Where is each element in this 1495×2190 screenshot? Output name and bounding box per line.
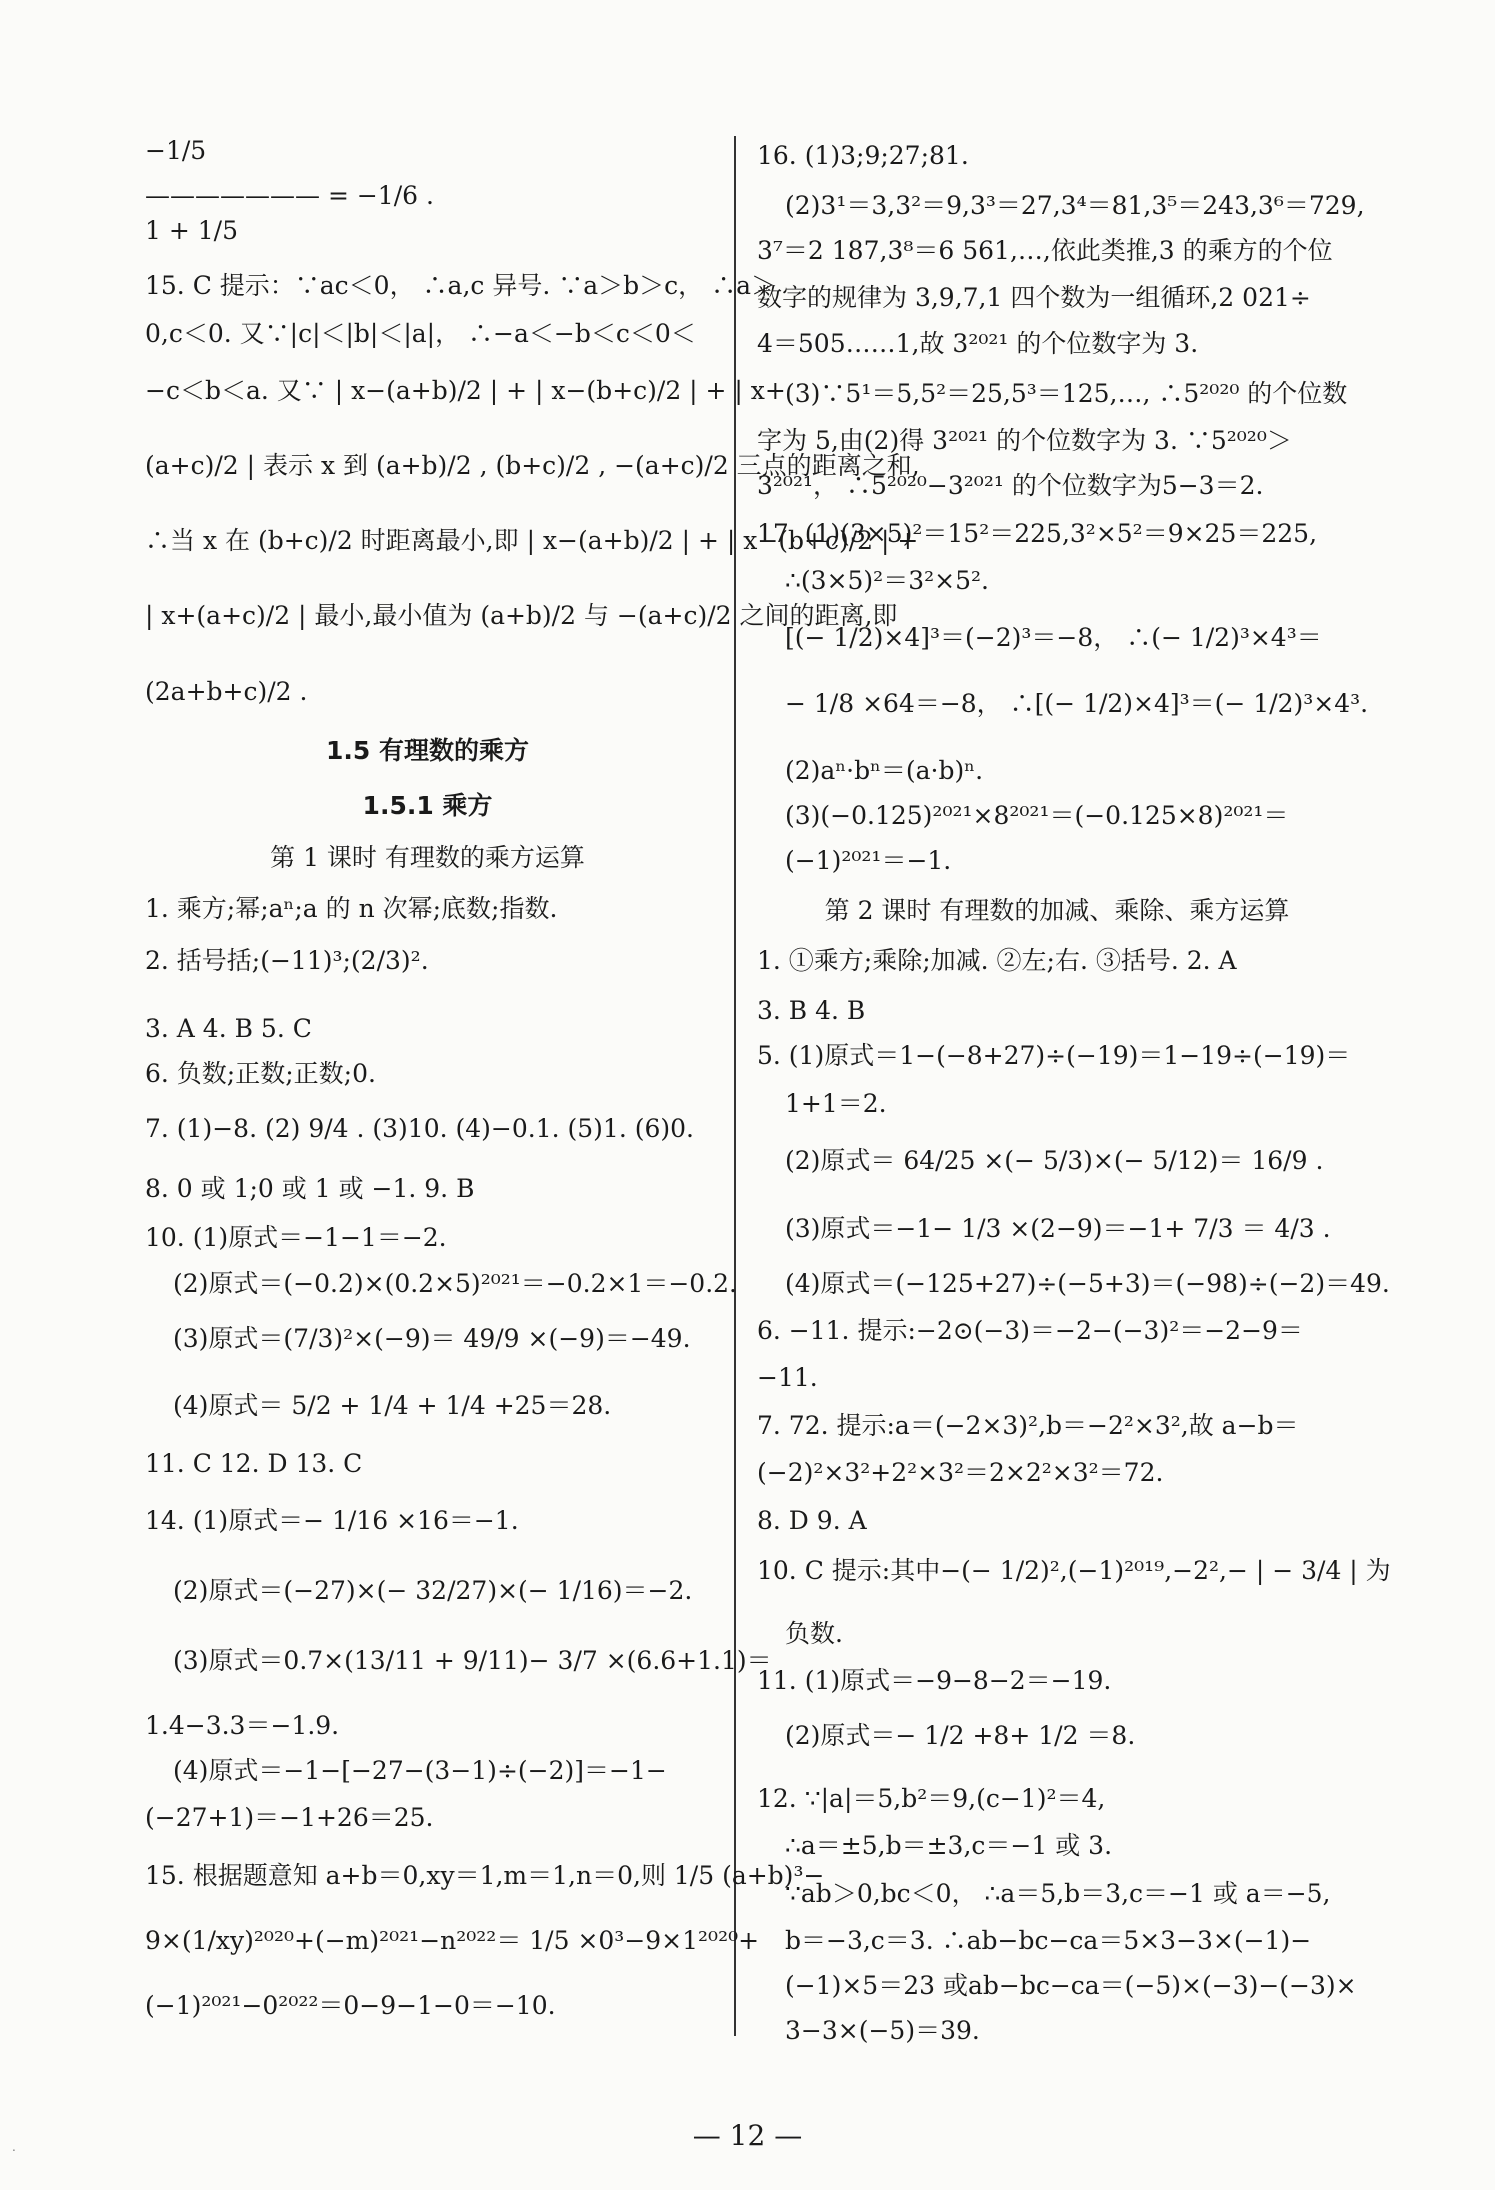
answer-line: 3−3×(−5)＝39. <box>785 2016 980 2045</box>
answer-line: 6. 负数;正数;正数;0. <box>145 1059 376 1088</box>
answer-line: ∴当 x 在 (b+c)/2 时距离最小,即 | x−(a+b)/2 | + | x−(b+c)/2 | + <box>145 526 919 555</box>
answer-line: 8. D 9. A <box>757 1506 867 1535</box>
answer-line: 4＝505……1,故 3²⁰²¹ 的个位数字为 3. <box>757 329 1199 358</box>
answer-line: 7. 72. 提示:a＝(−2×3)²,b＝−2²×3²,故 a−b＝ <box>757 1411 1299 1440</box>
answer-line: (2)原式＝ 64/25 ×(− 5/3)×(− 5/12)＝ 16/9 . <box>785 1146 1324 1175</box>
answer-line: −11. <box>757 1363 818 1392</box>
answer-line: (−27+1)＝−1+26＝25. <box>145 1803 434 1832</box>
answer-line: (2)原式＝(−0.2)×(0.2×5)²⁰²¹＝−0.2×1＝−0.2. <box>173 1269 737 1298</box>
answer-line: 11. (1)原式＝−9−8−2＝−19. <box>757 1666 1112 1695</box>
answer-line: 1+1＝2. <box>785 1089 887 1118</box>
answer-line: (2)aⁿ·bⁿ＝(a·b)ⁿ. <box>785 756 984 785</box>
answer-line: −c＜b＜a. 又∵ | x−(a+b)/2 | + | x−(b+c)/2 | + | x+ <box>145 376 786 405</box>
answer-line: ∴a＝±5,b＝±3,c＝−1 或 3. <box>785 1831 1113 1860</box>
answer-line: ∵ab＞0,bc＜0， ∴a＝5,b＝3,c＝−1 或 a＝−5, <box>785 1879 1331 1908</box>
section-heading: 1.5 有理数的乘方 <box>326 736 529 765</box>
answer-line: (4)原式＝(−125+27)÷(−5+3)＝(−98)÷(−2)＝49. <box>785 1269 1390 1298</box>
answer-line: (2)3¹＝3,3²＝9,3³＝27,3⁴＝81,3⁵＝243,3⁶＝729, <box>785 191 1365 220</box>
answer-line: [(− 1/2)×4]³＝(−2)³＝−8， ∴(− 1/2)³×4³＝ <box>785 623 1322 652</box>
answer-line: 8. 0 或 1;0 或 1 或 −1. 9. B <box>145 1174 475 1203</box>
column-divider <box>734 136 736 2036</box>
answer-line: −1/5 <box>145 136 207 165</box>
answer-line: b＝−3,c＝3. ∴ab−bc−ca＝5×3−3×(−1)− <box>785 1926 1312 1955</box>
answer-line: (−1)×5＝23 或ab−bc−ca＝(−5)×(−3)−(−3)× <box>785 1971 1357 2000</box>
section-heading: 第 2 课时 有理数的加减、乘除、乘方运算 <box>824 896 1290 925</box>
answer-line: ∴(3×5)²＝3²×5². <box>785 566 989 595</box>
answer-line: 9×(1/xy)²⁰²⁰+(−m)²⁰²¹−n²⁰²²＝ 1/5 ×0³−9×1²⁰²⁰+ <box>145 1926 760 1955</box>
answer-line: 10. C 提示:其中−(− 1/2)²,(−1)²⁰¹⁹,−2²,− | − 3/4 | 为 <box>757 1556 1391 1585</box>
answer-line: | x+(a+c)/2 | 最小,最小值为 (a+b)/2 与 −(a+c)/2 之间的距离,即 <box>145 601 898 630</box>
answer-line: (3)原式＝−1− 1/3 ×(2−9)＝−1+ 7/3 ＝ 4/3 . <box>785 1214 1331 1243</box>
answer-line: − 1/8 ×64＝−8， ∴[(− 1/2)×4]³＝(− 1/2)³×4³. <box>785 689 1369 718</box>
answer-line: 11. C 12. D 13. C <box>145 1449 363 1478</box>
answer-line: 3²⁰²¹， ∴5²⁰²⁰−3²⁰²¹ 的个位数字为5−3＝2. <box>757 471 1264 500</box>
answer-line: 0,c＜0. 又∵|c|＜|b|＜|a|， ∴−a＜−b＜c＜0＜ <box>145 319 696 348</box>
answer-line: (−1)²⁰²¹＝−1. <box>785 846 952 875</box>
answer-line: (4)原式＝ 5/2 + 1/4 + 1/4 +25＝28. <box>173 1391 612 1420</box>
page-number: — 12 — <box>692 2119 803 2152</box>
answer-line: 7. (1)−8. (2) 9/4 . (3)10. (4)−0.1. (5)1. (6)0. <box>145 1114 694 1143</box>
answer-line: (−2)²×3²+2²×3²＝2×2²×3²＝72. <box>757 1458 1164 1487</box>
answer-line: 1 + 1/5 <box>145 216 238 245</box>
section-heading: 第 1 课时 有理数的乘方运算 <box>270 843 585 872</box>
answer-line: 3. A 4. B 5. C <box>145 1014 312 1043</box>
answer-line: 14. (1)原式＝− 1/16 ×16＝−1. <box>145 1506 519 1535</box>
answer-line: (3)原式＝(7/3)²×(−9)＝ 49/9 ×(−9)＝−49. <box>173 1324 691 1353</box>
answer-line: (−1)²⁰²¹−0²⁰²²＝0−9−1−0＝−10. <box>145 1991 556 2020</box>
answer-line: (2a+b+c)/2 . <box>145 677 308 706</box>
answer-line: 10. (1)原式＝−1−1＝−2. <box>145 1223 447 1252</box>
page-speck: . <box>12 2140 16 2154</box>
section-heading: 1.5.1 乘方 <box>362 791 493 820</box>
answer-line: 3. B 4. B <box>757 996 866 1025</box>
answer-line: (a+c)/2 | 表示 x 到 (a+b)/2 , (b+c)/2 , −(a+c)/2 三点的距离之和, <box>145 451 920 480</box>
answer-line: (4)原式＝−1−[−27−(3−1)÷(−2)]＝−1− <box>173 1756 667 1785</box>
answer-line: 12. ∵|a|＝5,b²＝9,(c−1)²＝4, <box>757 1784 1106 1813</box>
answer-line: 数字的规律为 3,9,7,1 四个数为一组循环,2 021÷ <box>757 283 1311 312</box>
answer-line: 1. ①乘方;乘除;加减. ②左;右. ③括号. 2. A <box>757 946 1237 975</box>
answer-line: (3)原式＝0.7×(13/11 + 9/11)− 3/7 ×(6.6+1.1)＝ <box>173 1646 772 1675</box>
answer-line: 5. (1)原式＝1−(−8+27)÷(−19)＝1−19÷(−19)＝ <box>757 1041 1351 1070</box>
answer-line: (3)∵5¹＝5,5²＝25,5³＝125,…, ∴5²⁰²⁰ 的个位数 <box>785 379 1348 408</box>
answer-line: 3⁷＝2 187,3⁸＝6 561,…,依此类推,3 的乘方的个位 <box>757 236 1333 265</box>
answer-line: (2)原式＝(−27)×(− 32/27)×(− 1/16)＝−2. <box>173 1576 693 1605</box>
answer-line: (3)(−0.125)²⁰²¹×8²⁰²¹＝(−0.125×8)²⁰²¹＝ <box>785 801 1289 830</box>
answer-line: 15. C 提示：∵ac＜0， ∴a,c 异号. ∵a＞b＞c， ∴a＞ <box>145 271 776 300</box>
answer-line: 6. −11. 提示:−2⊙(−3)＝−2−(−3)²＝−2−9＝ <box>757 1316 1303 1345</box>
answer-line: ——————— = −1/6 . <box>145 181 434 210</box>
answer-line: 2. 括号括;(−11)³;(2/3)². <box>145 946 429 975</box>
answer-line: 字为 5,由(2)得 3²⁰²¹ 的个位数字为 3. ∵5²⁰²⁰＞ <box>757 426 1292 455</box>
answer-line: 1. 乘方;幂;aⁿ;a 的 n 次幂;底数;指数. <box>145 894 558 923</box>
answer-line: 15. 根据题意知 a+b＝0,xy＝1,m＝1,n＝0,则 1/5 (a+b)³− <box>145 1861 825 1890</box>
answer-line: (2)原式＝− 1/2 +8+ 1/2 ＝8. <box>785 1721 1136 1750</box>
answer-line: 17. (1)(3×5)²＝15²＝225,3²×5²＝9×25＝225, <box>757 519 1318 548</box>
answer-line: 16. (1)3;9;27;81. <box>757 141 969 170</box>
answer-line: 负数. <box>785 1619 843 1648</box>
answer-line: 1.4−3.3＝−1.9. <box>145 1711 340 1740</box>
